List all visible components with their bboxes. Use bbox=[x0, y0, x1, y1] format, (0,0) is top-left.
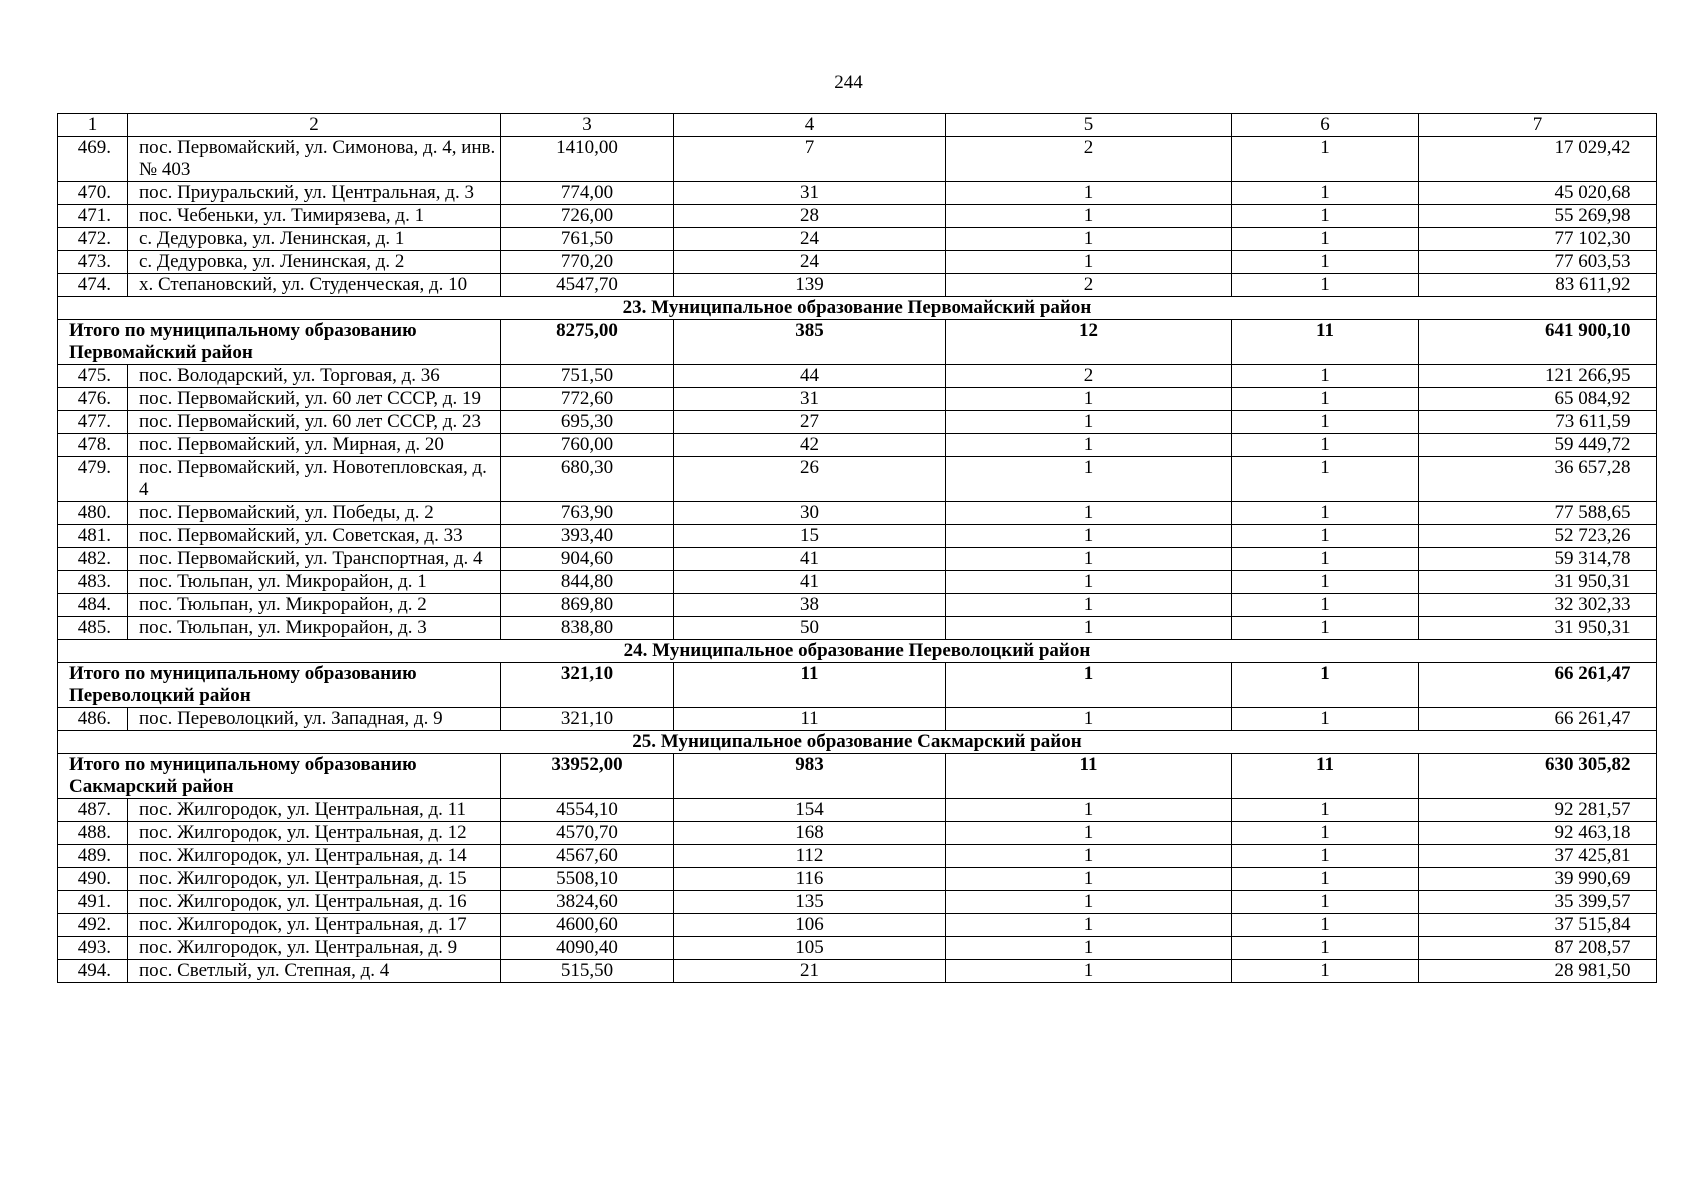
cost-value-text: 65 084,92 bbox=[1554, 388, 1631, 409]
row-number: 486. bbox=[58, 708, 128, 731]
table-row bbox=[58, 182, 1657, 205]
column-number-header: 2 bbox=[128, 114, 501, 137]
address: пос. Первомайский, ул. Советская, д. 33 bbox=[128, 525, 501, 548]
column-number-header: 5 bbox=[946, 114, 1232, 137]
residents-count: 42 bbox=[674, 434, 946, 457]
address: с. Дедуровка, ул. Ленинская, д. 2 bbox=[128, 251, 501, 274]
value-col5: 1 bbox=[946, 799, 1232, 822]
value-col6: 1 bbox=[1232, 617, 1419, 640]
area-value: 869,80 bbox=[501, 594, 674, 617]
cost-value-text: 59 449,72 bbox=[1554, 434, 1631, 455]
cost-value bbox=[1419, 411, 1657, 434]
value-col6: 1 bbox=[1232, 799, 1419, 822]
cost-value bbox=[1419, 137, 1657, 182]
section-title: 23. Муниципальное образование Первомайский район bbox=[58, 297, 1657, 320]
table-row bbox=[58, 228, 1657, 251]
cost-value-text: 17 029,42 bbox=[1554, 137, 1631, 158]
residents-count: 106 bbox=[674, 914, 946, 937]
value-col5: 1 bbox=[946, 845, 1232, 868]
cost-value bbox=[1419, 822, 1657, 845]
row-number: 485. bbox=[58, 617, 128, 640]
row-number: 475. bbox=[58, 365, 128, 388]
value-col5: 1 bbox=[946, 937, 1232, 960]
area-value: 726,00 bbox=[501, 205, 674, 228]
area-value: 3824,60 bbox=[501, 891, 674, 914]
area-value: 8275,00 bbox=[501, 320, 674, 365]
cost-value-text: 52 723,26 bbox=[1554, 525, 1631, 546]
cost-value bbox=[1419, 502, 1657, 525]
cost-value bbox=[1419, 434, 1657, 457]
value-col5: 1 bbox=[946, 388, 1232, 411]
table-row bbox=[58, 205, 1657, 228]
residents-count: 31 bbox=[674, 182, 946, 205]
cost-value bbox=[1419, 571, 1657, 594]
cost-value-text: 59 314,78 bbox=[1554, 548, 1631, 569]
table-body bbox=[58, 114, 1657, 983]
residents-count: 31 bbox=[674, 388, 946, 411]
value-col6: 1 bbox=[1232, 411, 1419, 434]
table-row bbox=[58, 891, 1657, 914]
residents-count: 7 bbox=[674, 137, 946, 182]
cost-value-text: 77 603,53 bbox=[1554, 251, 1631, 272]
residents-count: 139 bbox=[674, 274, 946, 297]
value-col6: 1 bbox=[1232, 457, 1419, 502]
row-number: 493. bbox=[58, 937, 128, 960]
cost-value-text: 36 657,28 bbox=[1554, 457, 1631, 478]
column-number-row bbox=[58, 114, 1657, 137]
residents-count: 24 bbox=[674, 251, 946, 274]
area-value: 772,60 bbox=[501, 388, 674, 411]
value-col6: 1 bbox=[1232, 845, 1419, 868]
residents-count: 168 bbox=[674, 822, 946, 845]
residents-count: 983 bbox=[674, 754, 946, 799]
cost-value bbox=[1419, 960, 1657, 983]
value-col5: 2 bbox=[946, 274, 1232, 297]
subtotal-row bbox=[58, 754, 1657, 799]
cost-value-text: 28 981,50 bbox=[1554, 960, 1631, 981]
row-number: 469. bbox=[58, 137, 128, 182]
area-value: 4570,70 bbox=[501, 822, 674, 845]
cost-value-text: 37 515,84 bbox=[1554, 914, 1631, 935]
cost-value-text: 32 302,33 bbox=[1554, 594, 1631, 615]
address: пос. Тюльпан, ул. Микрорайон, д. 2 bbox=[128, 594, 501, 617]
residents-count: 41 bbox=[674, 548, 946, 571]
table-row bbox=[58, 937, 1657, 960]
subtotal-label: Итого по муниципальному образованию Первомайский район bbox=[58, 320, 501, 365]
value-col6: 1 bbox=[1232, 914, 1419, 937]
value-col6: 1 bbox=[1232, 205, 1419, 228]
address: пос. Первомайский, ул. Симонова, д. 4, инв. № 403 bbox=[128, 137, 501, 182]
value-col6: 1 bbox=[1232, 937, 1419, 960]
address: пос. Чебеньки, ул. Тимирязева, д. 1 bbox=[128, 205, 501, 228]
column-number-header: 3 bbox=[501, 114, 674, 137]
address: пос. Первомайский, ул. 60 лет СССР, д. 23 bbox=[128, 411, 501, 434]
area-value: 321,10 bbox=[501, 663, 674, 708]
table-row bbox=[58, 799, 1657, 822]
cost-value bbox=[1419, 845, 1657, 868]
value-col6: 1 bbox=[1232, 434, 1419, 457]
residents-count: 11 bbox=[674, 708, 946, 731]
value-col5: 1 bbox=[946, 822, 1232, 845]
table-row bbox=[58, 617, 1657, 640]
value-col6: 1 bbox=[1232, 274, 1419, 297]
table-row bbox=[58, 594, 1657, 617]
residents-count: 30 bbox=[674, 502, 946, 525]
value-col5: 1 bbox=[946, 868, 1232, 891]
value-col5: 1 bbox=[946, 205, 1232, 228]
row-number: 484. bbox=[58, 594, 128, 617]
row-number: 470. bbox=[58, 182, 128, 205]
cost-value-text: 83 611,92 bbox=[1555, 274, 1631, 295]
table-row bbox=[58, 845, 1657, 868]
table-row bbox=[58, 822, 1657, 845]
residents-count: 385 bbox=[674, 320, 946, 365]
cost-value-text: 87 208,57 bbox=[1554, 937, 1631, 958]
section-title: 25. Муниципальное образование Сакмарский район bbox=[58, 731, 1657, 754]
value-col5: 1 bbox=[946, 525, 1232, 548]
value-col5: 1 bbox=[946, 434, 1232, 457]
cost-value-text: 31 950,31 bbox=[1554, 617, 1631, 638]
table-row bbox=[58, 411, 1657, 434]
table-row bbox=[58, 137, 1657, 182]
residents-count: 44 bbox=[674, 365, 946, 388]
value-col5: 1 bbox=[946, 411, 1232, 434]
address: пос. Жилгородок, ул. Центральная, д. 16 bbox=[128, 891, 501, 914]
cost-value bbox=[1419, 274, 1657, 297]
register-table bbox=[57, 113, 1657, 983]
cost-value-text: 66 261,47 bbox=[1554, 708, 1631, 729]
row-number: 490. bbox=[58, 868, 128, 891]
row-number: 481. bbox=[58, 525, 128, 548]
address: пос. Жилгородок, ул. Центральная, д. 14 bbox=[128, 845, 501, 868]
table-row bbox=[58, 548, 1657, 571]
row-number: 494. bbox=[58, 960, 128, 983]
value-col5: 1 bbox=[946, 571, 1232, 594]
address: пос. Светлый, ул. Степная, д. 4 bbox=[128, 960, 501, 983]
area-value: 844,80 bbox=[501, 571, 674, 594]
area-value: 774,00 bbox=[501, 182, 674, 205]
row-number: 478. bbox=[58, 434, 128, 457]
cost-value bbox=[1419, 205, 1657, 228]
area-value: 760,00 bbox=[501, 434, 674, 457]
cost-value bbox=[1419, 617, 1657, 640]
cost-value-text: 45 020,68 bbox=[1554, 182, 1631, 203]
residents-count: 135 bbox=[674, 891, 946, 914]
subtotal-row bbox=[58, 320, 1657, 365]
area-value: 4090,40 bbox=[501, 937, 674, 960]
value-col6: 1 bbox=[1232, 137, 1419, 182]
cost-value bbox=[1419, 228, 1657, 251]
value-col6: 11 bbox=[1232, 320, 1419, 365]
table-row bbox=[58, 388, 1657, 411]
row-number: 491. bbox=[58, 891, 128, 914]
address: пос. Первомайский, ул. Мирная, д. 20 bbox=[128, 434, 501, 457]
cost-value bbox=[1419, 320, 1657, 365]
cost-value bbox=[1419, 663, 1657, 708]
section-title: 24. Муниципальное образование Переволоцкий район bbox=[58, 640, 1657, 663]
address: пос. Тюльпан, ул. Микрорайон, д. 1 bbox=[128, 571, 501, 594]
row-number: 471. bbox=[58, 205, 128, 228]
row-number: 480. bbox=[58, 502, 128, 525]
residents-count: 15 bbox=[674, 525, 946, 548]
residents-count: 105 bbox=[674, 937, 946, 960]
area-value: 4554,10 bbox=[501, 799, 674, 822]
address: пос. Володарский, ул. Торговая, д. 36 bbox=[128, 365, 501, 388]
value-col5: 1 bbox=[946, 663, 1232, 708]
value-col5: 1 bbox=[946, 594, 1232, 617]
value-col5: 1 bbox=[946, 182, 1232, 205]
cost-value bbox=[1419, 891, 1657, 914]
table-row bbox=[58, 365, 1657, 388]
row-number: 476. bbox=[58, 388, 128, 411]
row-number: 477. bbox=[58, 411, 128, 434]
value-col5: 12 bbox=[946, 320, 1232, 365]
area-value: 4547,70 bbox=[501, 274, 674, 297]
value-col5: 1 bbox=[946, 228, 1232, 251]
cost-value-text: 77 588,65 bbox=[1554, 502, 1631, 523]
address: пос. Первомайский, ул. Транспортная, д. 4 bbox=[128, 548, 501, 571]
value-col6: 1 bbox=[1232, 182, 1419, 205]
area-value: 838,80 bbox=[501, 617, 674, 640]
column-number-header: 1 bbox=[58, 114, 128, 137]
value-col6: 1 bbox=[1232, 251, 1419, 274]
row-number: 482. bbox=[58, 548, 128, 571]
row-number: 474. bbox=[58, 274, 128, 297]
cost-value bbox=[1419, 937, 1657, 960]
address: пос. Жилгородок, ул. Центральная, д. 15 bbox=[128, 868, 501, 891]
area-value: 680,30 bbox=[501, 457, 674, 502]
cost-value-text: 92 463,18 bbox=[1554, 822, 1631, 843]
cost-value bbox=[1419, 388, 1657, 411]
column-number-header: 7 bbox=[1419, 114, 1657, 137]
subtotal-row bbox=[58, 663, 1657, 708]
area-value: 515,50 bbox=[501, 960, 674, 983]
residents-count: 116 bbox=[674, 868, 946, 891]
cost-value bbox=[1419, 365, 1657, 388]
address: пос. Переволоцкий, ул. Западная, д. 9 bbox=[128, 708, 501, 731]
area-value: 770,20 bbox=[501, 251, 674, 274]
page-number: 244 bbox=[834, 72, 863, 93]
cost-value bbox=[1419, 594, 1657, 617]
residents-count: 24 bbox=[674, 228, 946, 251]
row-number: 492. bbox=[58, 914, 128, 937]
table-row bbox=[58, 502, 1657, 525]
value-col5: 2 bbox=[946, 137, 1232, 182]
row-number: 472. bbox=[58, 228, 128, 251]
address: пос. Жилгородок, ул. Центральная, д. 9 bbox=[128, 937, 501, 960]
value-col6: 1 bbox=[1232, 571, 1419, 594]
cost-value-text: 77 102,30 bbox=[1554, 228, 1631, 249]
residents-count: 154 bbox=[674, 799, 946, 822]
cost-value bbox=[1419, 914, 1657, 937]
residents-count: 38 bbox=[674, 594, 946, 617]
cost-value-text: 92 281,57 bbox=[1554, 799, 1631, 820]
value-col5: 1 bbox=[946, 251, 1232, 274]
table-row bbox=[58, 708, 1657, 731]
table-row bbox=[58, 251, 1657, 274]
residents-count: 11 bbox=[674, 663, 946, 708]
residents-count: 50 bbox=[674, 617, 946, 640]
address: с. Дедуровка, ул. Ленинская, д. 1 bbox=[128, 228, 501, 251]
value-col6: 1 bbox=[1232, 663, 1419, 708]
cost-value bbox=[1419, 251, 1657, 274]
cost-value bbox=[1419, 708, 1657, 731]
table-row bbox=[58, 868, 1657, 891]
cost-value bbox=[1419, 182, 1657, 205]
residents-count: 112 bbox=[674, 845, 946, 868]
address: пос. Жилгородок, ул. Центральная, д. 12 bbox=[128, 822, 501, 845]
value-col6: 1 bbox=[1232, 228, 1419, 251]
cost-value-text: 121 266,95 bbox=[1545, 365, 1631, 386]
area-value: 751,50 bbox=[501, 365, 674, 388]
section-header-row bbox=[58, 731, 1657, 754]
cost-value-text: 641 900,10 bbox=[1545, 320, 1631, 341]
value-col6: 1 bbox=[1232, 868, 1419, 891]
address: пос. Первомайский, ул. 60 лет СССР, д. 19 bbox=[128, 388, 501, 411]
area-value: 1410,00 bbox=[501, 137, 674, 182]
value-col5: 1 bbox=[946, 960, 1232, 983]
subtotal-label: Итого по муниципальному образованию Переволоцкий район bbox=[58, 663, 501, 708]
address: пос. Приуральский, ул. Центральная, д. 3 bbox=[128, 182, 501, 205]
residents-count: 41 bbox=[674, 571, 946, 594]
row-number: 487. bbox=[58, 799, 128, 822]
value-col5: 2 bbox=[946, 365, 1232, 388]
table-row bbox=[58, 457, 1657, 502]
value-col5: 1 bbox=[946, 891, 1232, 914]
cost-value bbox=[1419, 754, 1657, 799]
residents-count: 27 bbox=[674, 411, 946, 434]
value-col6: 1 bbox=[1232, 594, 1419, 617]
column-number-header: 4 bbox=[674, 114, 946, 137]
cost-value-text: 39 990,69 bbox=[1554, 868, 1631, 889]
table-row bbox=[58, 960, 1657, 983]
value-col6: 1 bbox=[1232, 708, 1419, 731]
address: пос. Первомайский, ул. Победы, д. 2 bbox=[128, 502, 501, 525]
area-value: 4600,60 bbox=[501, 914, 674, 937]
value-col6: 1 bbox=[1232, 502, 1419, 525]
cost-value bbox=[1419, 525, 1657, 548]
value-col6: 1 bbox=[1232, 960, 1419, 983]
value-col5: 11 bbox=[946, 754, 1232, 799]
value-col5: 1 bbox=[946, 457, 1232, 502]
address: пос. Тюльпан, ул. Микрорайон, д. 3 bbox=[128, 617, 501, 640]
row-number: 489. bbox=[58, 845, 128, 868]
value-col6: 1 bbox=[1232, 822, 1419, 845]
area-value: 393,40 bbox=[501, 525, 674, 548]
area-value: 763,90 bbox=[501, 502, 674, 525]
area-value: 4567,60 bbox=[501, 845, 674, 868]
row-number: 488. bbox=[58, 822, 128, 845]
cost-value bbox=[1419, 868, 1657, 891]
section-header-row bbox=[58, 297, 1657, 320]
address: пос. Жилгородок, ул. Центральная, д. 11 bbox=[128, 799, 501, 822]
cost-value bbox=[1419, 548, 1657, 571]
cost-value-text: 630 305,82 bbox=[1545, 754, 1631, 775]
row-number: 483. bbox=[58, 571, 128, 594]
column-number-header: 6 bbox=[1232, 114, 1419, 137]
cost-value-text: 35 399,57 bbox=[1554, 891, 1631, 912]
subtotal-label: Итого по муниципальному образованию Сакмарский район bbox=[58, 754, 501, 799]
value-col6: 1 bbox=[1232, 365, 1419, 388]
address: пос. Жилгородок, ул. Центральная, д. 17 bbox=[128, 914, 501, 937]
area-value: 321,10 bbox=[501, 708, 674, 731]
address: х. Степановский, ул. Студенческая, д. 10 bbox=[128, 274, 501, 297]
value-col6: 1 bbox=[1232, 548, 1419, 571]
area-value: 33952,00 bbox=[501, 754, 674, 799]
section-header-row bbox=[58, 640, 1657, 663]
table-row bbox=[58, 914, 1657, 937]
residents-count: 26 bbox=[674, 457, 946, 502]
residents-count: 28 bbox=[674, 205, 946, 228]
row-number: 473. bbox=[58, 251, 128, 274]
cost-value-text: 66 261,47 bbox=[1554, 663, 1631, 684]
cost-value-text: 31 950,31 bbox=[1554, 571, 1631, 592]
cost-value-text: 37 425,81 bbox=[1554, 845, 1631, 866]
value-col6: 1 bbox=[1232, 388, 1419, 411]
residents-count: 21 bbox=[674, 960, 946, 983]
cost-value bbox=[1419, 457, 1657, 502]
value-col5: 1 bbox=[946, 708, 1232, 731]
value-col5: 1 bbox=[946, 617, 1232, 640]
value-col6: 1 bbox=[1232, 891, 1419, 914]
table-row bbox=[58, 274, 1657, 297]
value-col6: 11 bbox=[1232, 754, 1419, 799]
area-value: 904,60 bbox=[501, 548, 674, 571]
cost-value-text: 55 269,98 bbox=[1554, 205, 1631, 226]
cost-value-text: 73 611,59 bbox=[1555, 411, 1631, 432]
area-value: 5508,10 bbox=[501, 868, 674, 891]
table-row bbox=[58, 525, 1657, 548]
area-value: 695,30 bbox=[501, 411, 674, 434]
value-col5: 1 bbox=[946, 548, 1232, 571]
value-col5: 1 bbox=[946, 502, 1232, 525]
area-value: 761,50 bbox=[501, 228, 674, 251]
table-row bbox=[58, 571, 1657, 594]
cost-value bbox=[1419, 799, 1657, 822]
address: пос. Первомайский, ул. Новотепловская, д. 4 bbox=[128, 457, 501, 502]
value-col6: 1 bbox=[1232, 525, 1419, 548]
row-number: 479. bbox=[58, 457, 128, 502]
value-col5: 1 bbox=[946, 914, 1232, 937]
table-row bbox=[58, 434, 1657, 457]
